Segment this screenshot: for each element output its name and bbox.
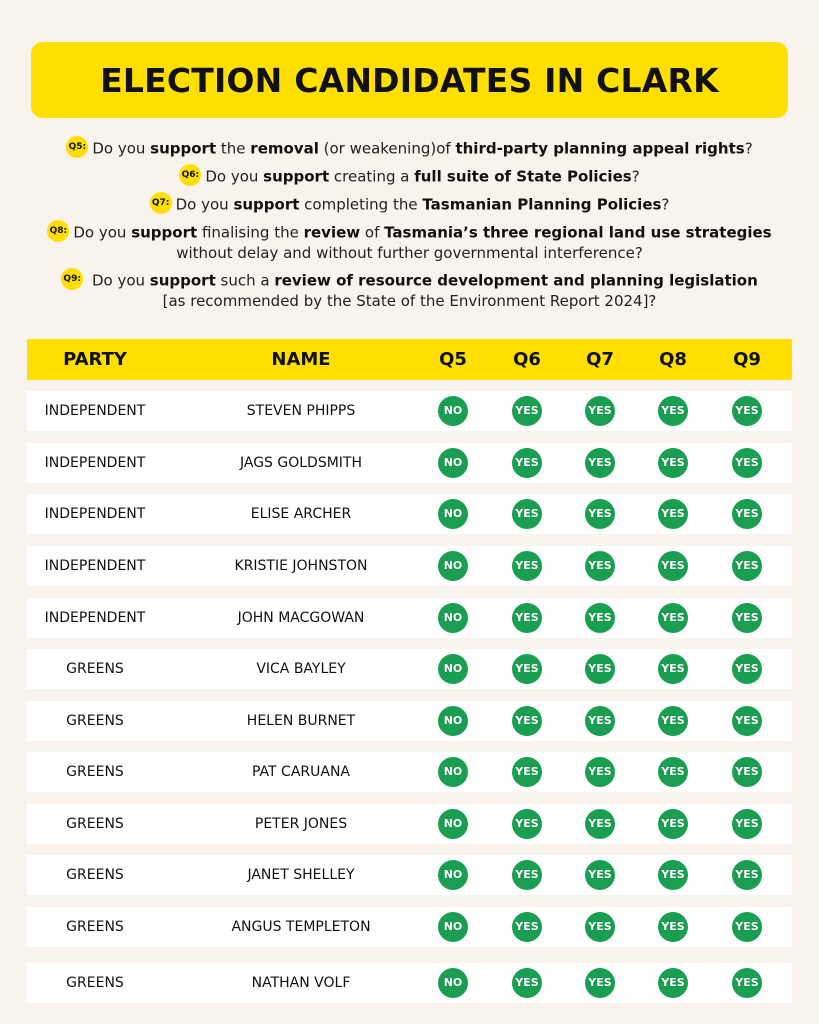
question-7 — [0, 194, 819, 216]
question-5 — [0, 138, 819, 160]
answer-badge-q9: YES — [732, 757, 762, 787]
table-row — [27, 752, 792, 792]
answer-badge-q8: YES — [658, 396, 688, 426]
question-emphasis: full suite of State Policies — [414, 167, 632, 186]
answer-badge-q7: YES — [585, 499, 615, 529]
answer-badge-q9: YES — [732, 706, 762, 736]
answer-badge-q9: YES — [732, 603, 762, 633]
name-cell: PETER JONES — [254, 816, 348, 832]
question-text: Do you — [92, 139, 151, 158]
answer-badge-q9: YES — [732, 860, 762, 890]
answer-badge-q5: NO — [438, 654, 468, 684]
question-emphasis: Tasmania’s three regional land use strategies — [384, 223, 772, 242]
answer-badge-q8: YES — [658, 499, 688, 529]
table-row — [27, 391, 792, 431]
party-cell: INDEPENDENT — [44, 610, 146, 626]
party-cell: GREENS — [66, 764, 124, 780]
question-text: Do you — [175, 195, 234, 214]
answer-badge-q8: YES — [658, 757, 688, 787]
answer-badge-q5: NO — [438, 757, 468, 787]
answer-badge-q7: YES — [585, 603, 615, 633]
header-name: NAME — [271, 349, 331, 370]
table-row — [27, 963, 792, 1003]
header-q5: Q5 — [439, 349, 467, 370]
question-6 — [0, 166, 819, 188]
answer-badge-q9: YES — [732, 448, 762, 478]
table-row — [27, 701, 792, 741]
party-cell: INDEPENDENT — [44, 403, 146, 419]
question-emphasis: review of resource development and planning legislation — [274, 271, 758, 290]
table-row — [27, 494, 792, 534]
table-row — [27, 598, 792, 638]
answer-badge-q6: YES — [512, 551, 542, 581]
question-text: creating a — [329, 167, 415, 186]
name-cell: PAT CARUANA — [252, 764, 350, 780]
question-text: Do you — [205, 167, 264, 186]
name-cell: ELISE ARCHER — [250, 506, 352, 522]
table-row — [27, 855, 792, 895]
question-emphasis: Tasmanian Planning Policies — [422, 195, 662, 214]
answer-badge-q6: YES — [512, 448, 542, 478]
title-banner — [31, 42, 788, 118]
answer-badge-q5: NO — [438, 912, 468, 942]
question-text: Do you — [73, 223, 132, 242]
party-cell: INDEPENDENT — [44, 506, 146, 522]
question-text: completing the — [299, 195, 423, 214]
name-cell: VICA BAYLEY — [256, 661, 346, 677]
table-row — [27, 907, 792, 947]
answer-badge-q7: YES — [585, 912, 615, 942]
answer-badge-q8: YES — [658, 809, 688, 839]
answer-badge-q7: YES — [585, 968, 615, 998]
header-q8: Q8 — [659, 349, 687, 370]
party-cell: GREENS — [66, 867, 124, 883]
answer-badge-q6: YES — [512, 860, 542, 890]
answer-badge-q8: YES — [658, 912, 688, 942]
question-emphasis: review — [303, 223, 361, 242]
answer-badge-q5: NO — [438, 603, 468, 633]
answer-badge-q6: YES — [512, 654, 542, 684]
page-title: ELECTION CANDIDATES IN CLARK — [100, 60, 719, 100]
name-cell: JOHN MACGOWAN — [237, 610, 365, 626]
question-text: of — [360, 223, 385, 242]
party-cell: GREENS — [66, 975, 124, 991]
header-q7: Q7 — [586, 349, 614, 370]
answer-badge-q5: NO — [438, 551, 468, 581]
question-text: the — [216, 139, 251, 158]
answer-badge-q7: YES — [585, 757, 615, 787]
question-badge: Q5: — [66, 136, 88, 158]
answer-badge-q8: YES — [658, 860, 688, 890]
question-badge: Q7: — [150, 192, 172, 214]
party-cell: GREENS — [66, 816, 124, 832]
answer-badge-q6: YES — [512, 499, 542, 529]
question-emphasis: support — [149, 271, 216, 290]
answer-badge-q8: YES — [658, 551, 688, 581]
answer-badge-q9: YES — [732, 499, 762, 529]
answer-badge-q7: YES — [585, 396, 615, 426]
answer-badge-q7: YES — [585, 809, 615, 839]
answer-badge-q6: YES — [512, 757, 542, 787]
header-q6: Q6 — [513, 349, 541, 370]
answer-badge-q5: NO — [438, 860, 468, 890]
answer-badge-q7: YES — [585, 654, 615, 684]
question-text: ? — [744, 139, 753, 158]
question-text: such a — [215, 271, 275, 290]
answer-badge-q9: YES — [732, 968, 762, 998]
answer-badge-q8: YES — [658, 968, 688, 998]
answer-badge-q5: NO — [438, 706, 468, 736]
answer-badge-q5: NO — [438, 448, 468, 478]
answer-badge-q6: YES — [512, 809, 542, 839]
answer-badge-q5: NO — [438, 968, 468, 998]
question-badge: Q6: — [179, 164, 201, 186]
question-8 — [0, 222, 819, 263]
answer-badge-q5: NO — [438, 499, 468, 529]
answer-badge-q6: YES — [512, 912, 542, 942]
answer-badge-q8: YES — [658, 603, 688, 633]
question-text-line2: without delay and without further governmental interference? — [176, 244, 643, 262]
table-header — [27, 339, 792, 380]
answer-badge-q6: YES — [512, 706, 542, 736]
question-text: finalising the — [197, 223, 304, 242]
question-text: (or weakening)of — [318, 139, 456, 158]
header-party: PARTY — [63, 349, 127, 370]
table-row — [27, 443, 792, 483]
question-badge: Q9: — [61, 268, 83, 290]
header-q9: Q9 — [733, 349, 761, 370]
name-cell: JANET SHELLEY — [247, 867, 355, 883]
name-cell: HELEN BURNET — [246, 713, 356, 729]
name-cell: STEVEN PHIPPS — [246, 403, 356, 419]
answer-badge-q9: YES — [732, 912, 762, 942]
party-cell: INDEPENDENT — [44, 455, 146, 471]
answer-badge-q5: NO — [438, 809, 468, 839]
table-row — [27, 804, 792, 844]
answer-badge-q8: YES — [658, 706, 688, 736]
name-cell: ANGUS TEMPLETON — [231, 919, 371, 935]
question-text-line2: [as recommended by the State of the Environment Report 2024]? — [162, 292, 657, 310]
answer-badge-q8: YES — [658, 448, 688, 478]
answer-badge-q9: YES — [732, 654, 762, 684]
answer-badge-q9: YES — [732, 396, 762, 426]
name-cell: NATHAN VOLF — [251, 975, 351, 991]
party-cell: GREENS — [66, 661, 124, 677]
question-emphasis: support — [263, 167, 330, 186]
table-row — [27, 649, 792, 689]
answer-badge-q7: YES — [585, 860, 615, 890]
question-text: ? — [661, 195, 670, 214]
answer-badge-q7: YES — [585, 706, 615, 736]
question-text: Do you — [87, 271, 150, 290]
table-row — [27, 546, 792, 586]
question-text: ? — [631, 167, 640, 186]
answer-badge-q8: YES — [658, 654, 688, 684]
answer-badge-q7: YES — [585, 448, 615, 478]
answer-badge-q5: NO — [438, 396, 468, 426]
question-9 — [0, 270, 819, 311]
name-cell: KRISTIE JOHNSTON — [234, 558, 368, 574]
question-emphasis: support — [233, 195, 300, 214]
party-cell: GREENS — [66, 713, 124, 729]
question-badge: Q8: — [47, 220, 69, 242]
answer-badge-q9: YES — [732, 809, 762, 839]
name-cell: JAGS GOLDSMITH — [239, 455, 363, 471]
question-emphasis: removal — [250, 139, 319, 158]
answer-badge-q6: YES — [512, 968, 542, 998]
party-cell: INDEPENDENT — [44, 558, 146, 574]
party-cell: GREENS — [66, 919, 124, 935]
answer-badge-q6: YES — [512, 603, 542, 633]
question-emphasis: support — [131, 223, 198, 242]
question-emphasis: support — [150, 139, 217, 158]
answer-badge-q7: YES — [585, 551, 615, 581]
answer-badge-q6: YES — [512, 396, 542, 426]
answer-badge-q9: YES — [732, 551, 762, 581]
question-emphasis: third-party planning appeal rights — [455, 139, 745, 158]
